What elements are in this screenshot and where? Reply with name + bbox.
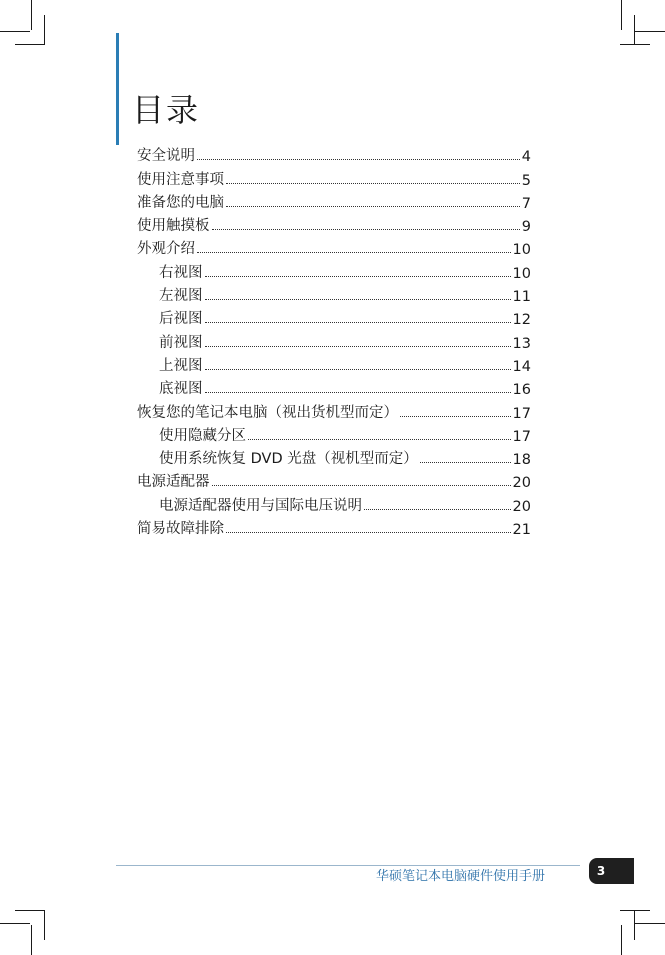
dot-leader (226, 206, 520, 207)
toc-entry[interactable] (137, 375, 531, 398)
toc-entry-title: 电源适配器使用与国际电压说明 (159, 497, 362, 514)
dot-leader (205, 392, 511, 393)
table-of-contents (137, 142, 531, 538)
accent-bar (116, 33, 119, 145)
toc-entry-title: 使用系统恢复 DVD 光盘（视机型而定） (159, 451, 418, 468)
toc-entry-page: 20 (512, 475, 531, 492)
toc-entry[interactable] (137, 258, 531, 281)
toc-entry[interactable] (137, 305, 531, 328)
toc-entry-title: 后视图 (159, 311, 203, 328)
crop-mark (621, 0, 622, 30)
toc-entry-page: 21 (512, 522, 531, 539)
toc-entry-title: 使用触摸板 (137, 218, 210, 235)
manual-title: 华硕笔记本电脑硬件使用手册 (376, 869, 546, 884)
toc-entry-page: 9 (521, 219, 531, 236)
crop-mark (31, 0, 32, 30)
dot-leader (400, 416, 511, 417)
toc-entry-title: 上视图 (159, 357, 203, 374)
toc-entry-title: 准备您的电脑 (137, 194, 224, 211)
toc-entry[interactable] (137, 282, 531, 305)
toc-entry-page: 5 (521, 172, 531, 189)
page-number: 3 (596, 864, 606, 878)
crop-mark (620, 910, 650, 911)
crop-mark (635, 923, 665, 924)
dot-leader (226, 183, 520, 184)
toc-entry-title: 使用注意事项 (137, 171, 224, 188)
crop-mark (31, 925, 32, 955)
toc-entry[interactable] (137, 515, 531, 538)
dot-leader (205, 322, 511, 323)
toc-entry-title: 恢复您的笔记本电脑（视出货机型而定） (137, 404, 398, 421)
toc-entry-page: 20 (512, 498, 531, 515)
toc-entry[interactable] (137, 212, 531, 235)
toc-entry-title: 电源适配器 (137, 474, 210, 491)
dot-leader (205, 299, 511, 300)
toc-entry-title: 左视图 (159, 288, 203, 305)
toc-entry-title: 外观介绍 (137, 241, 195, 258)
toc-entry-title: 前视图 (159, 334, 203, 351)
toc-entry[interactable] (137, 142, 531, 165)
toc-entry-page: 14 (512, 358, 531, 375)
dot-leader (205, 276, 511, 277)
toc-entry-title: 底视图 (159, 381, 203, 398)
toc-entry-page: 18 (512, 452, 531, 469)
crop-mark (15, 44, 45, 45)
toc-entry-title: 右视图 (159, 264, 203, 281)
toc-entry[interactable] (137, 165, 531, 188)
toc-entry-title: 简易故障排除 (137, 521, 224, 538)
toc-entry[interactable] (137, 468, 531, 491)
page-title: 目录 (132, 91, 201, 129)
toc-entry-page: 7 (521, 195, 531, 212)
toc-entry-page: 12 (512, 312, 531, 329)
crop-mark (0, 923, 30, 924)
dot-leader (205, 346, 511, 347)
toc-entry-page: 10 (512, 242, 531, 259)
dot-leader (364, 509, 511, 510)
toc-entry-page: 10 (512, 265, 531, 282)
dot-leader (212, 485, 511, 486)
crop-mark (0, 31, 30, 32)
toc-entry[interactable] (137, 445, 531, 468)
dot-leader (212, 229, 520, 230)
toc-entry-page: 13 (512, 335, 531, 352)
toc-entry[interactable] (137, 491, 531, 514)
crop-mark (44, 15, 45, 45)
crop-mark (621, 925, 622, 955)
toc-entry-page: 4 (521, 149, 531, 166)
toc-entry-page: 11 (512, 289, 531, 306)
crop-mark (44, 910, 45, 940)
toc-entry[interactable] (137, 398, 531, 421)
dot-leader (248, 439, 511, 440)
dot-leader (197, 159, 520, 160)
dot-leader (226, 532, 511, 533)
toc-entry-page: 17 (512, 428, 531, 445)
crop-mark (635, 31, 665, 32)
toc-entry[interactable] (137, 328, 531, 351)
crop-mark (15, 910, 45, 911)
crop-mark (634, 15, 635, 45)
dot-leader (420, 462, 511, 463)
toc-entry-page: 16 (512, 382, 531, 399)
toc-entry[interactable] (137, 189, 531, 212)
crop-mark (634, 910, 635, 940)
toc-entry[interactable] (137, 352, 531, 375)
toc-entry-title: 使用隐藏分区 (159, 427, 246, 444)
dot-leader (205, 369, 511, 370)
toc-entry-title: 安全说明 (137, 148, 195, 165)
toc-entry-page: 17 (512, 405, 531, 422)
toc-entry[interactable] (137, 422, 531, 445)
dot-leader (197, 252, 511, 253)
crop-mark (620, 44, 650, 45)
toc-entry[interactable] (137, 235, 531, 258)
